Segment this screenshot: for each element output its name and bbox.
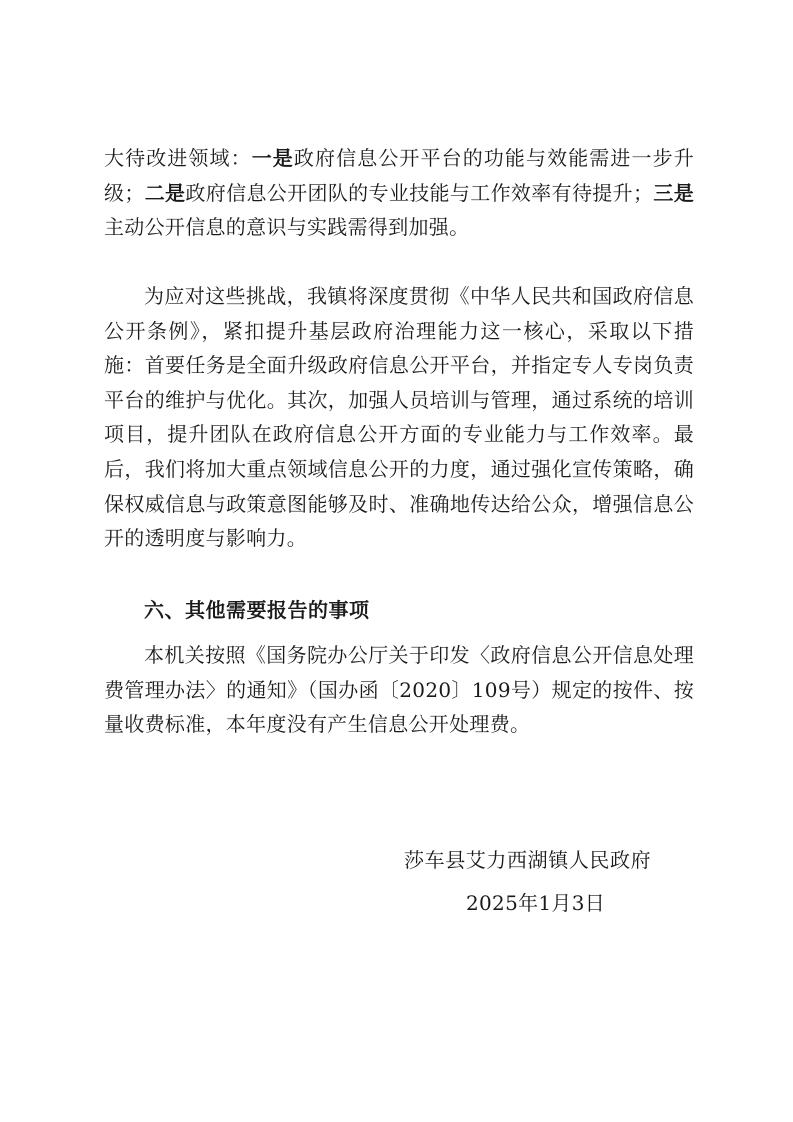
point1-lead: 一是: [251, 146, 294, 170]
improvement-areas-paragraph: [104, 141, 694, 245]
signature-organization: 莎车县艾力西湖镇人民政府: [404, 848, 652, 872]
point2-text: 政府信息公开团队的专业技能与工作效率有待提升；: [185, 180, 654, 205]
measures-paragraph: 为应对这些挑战，我镇将深度贯彻《中华人民共和国政府信息公开条例》，紧扣提升基层政府治理能力这一核心，采取以下措施：首要任务是全面升级政府信息公开平台，并指定专人专岗负责平台的维护与优化。其次，加强人员培训与管理，通过系统的培训项目，提升团队在政府信息公开方面的专业能力与工作效率。最后，我们将加大重点领域信息公开的力度，通过强化宣传策略，确保权威信息与政策意图能够及时、准确地传达给公众，增强信息公开的透明度与影响力。: [104, 284, 694, 551]
section-6-heading: 六、其他需要报告的事项: [144, 598, 370, 622]
point3-lead: 三是: [653, 180, 695, 205]
signature-date: 2025年1月3日: [466, 891, 606, 915]
point2-lead: 二是: [144, 180, 186, 205]
point3-text: 主动公开信息的意识与实践需得到加强。: [104, 215, 470, 240]
point1-text: 政府信息公开平台的功能与效能需进一步升级；: [104, 146, 694, 205]
para1-intro: 大待改进领域：: [104, 146, 252, 170]
processing-fee-paragraph: 本机关按照《国务院办公厅关于印发〈政府信息公开信息处理费管理办法〉的通知》（国办函〔2020〕109号）规定的按件、按量收费标准，本年度没有产生信息公开处理费。: [104, 643, 694, 737]
